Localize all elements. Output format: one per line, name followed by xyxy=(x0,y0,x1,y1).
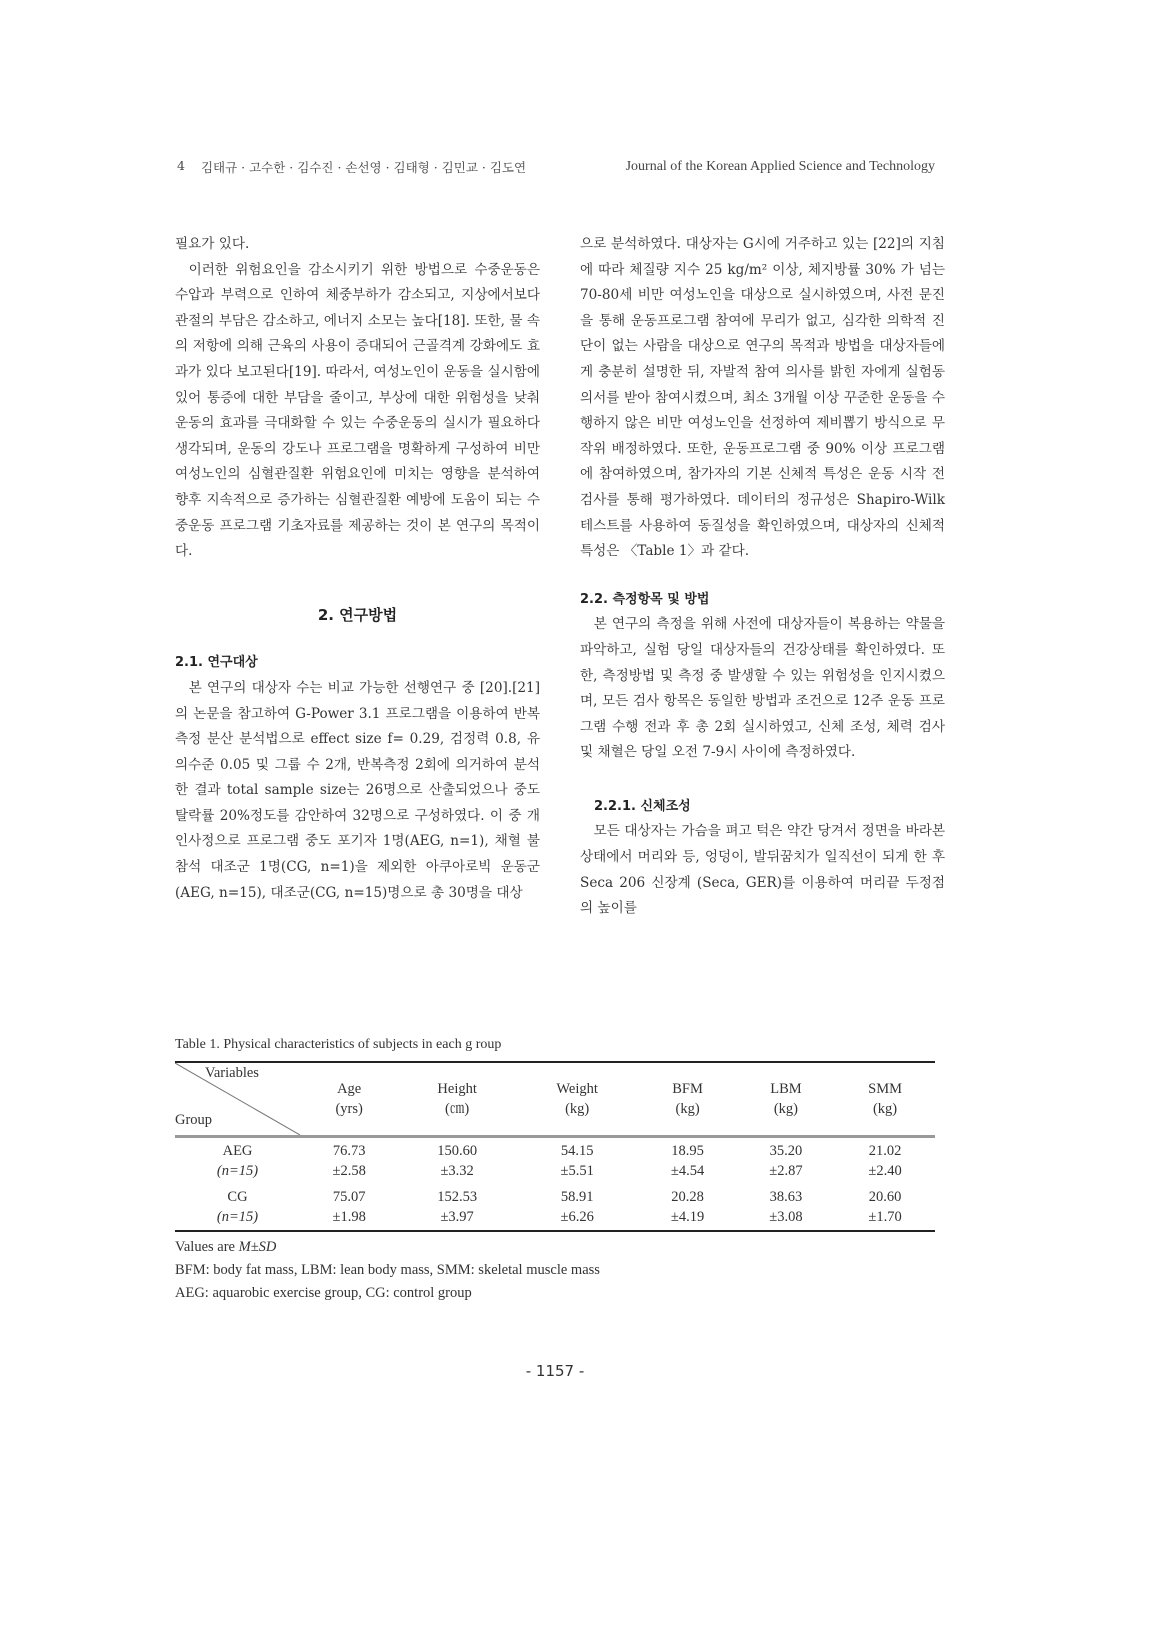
running-header xyxy=(177,158,935,176)
column-header-smm: SMM (kg) xyxy=(868,1081,902,1117)
corner-variables-label: Variables xyxy=(205,1065,259,1081)
section-title: 2. 연구방법 xyxy=(317,605,398,624)
data-cell: 76.73 ±2.58 xyxy=(332,1143,366,1179)
column-header-height: Height (㎝) xyxy=(437,1081,477,1117)
column-header-weight: Weight (kg) xyxy=(556,1081,598,1117)
data-cell: 152.53 ±3.97 xyxy=(437,1189,478,1225)
paragraph: 본 연구의 측정을 위해 사전에 대상자들이 복용하는 약물을 파악하고, 실험 당일 대상자들의 건강상태를 확인하였다. 또한, 측정방법 및 측정 중 발생할 수 있는 위험성을 인지시켰으며, 모든 검사 항목은 동일한 방법과 조건으로 12주 운동 프로그램 수행 전과 후 총 2회 실시하였고, 신체 조성, 체력 검사 및 채혈은 당일 오전 7-9시 사이에 측정하였다. xyxy=(580,616,945,761)
table-row-cg xyxy=(175,1184,935,1231)
column-header-bfm: BFM (kg) xyxy=(672,1081,703,1117)
table-notes xyxy=(175,1236,935,1305)
data-cell: 20.60 ±1.70 xyxy=(868,1189,902,1225)
data-cell: 54.15 ±5.51 xyxy=(560,1143,594,1179)
characteristics-table xyxy=(175,1061,935,1232)
subsection-title: 2.1. 연구대상 xyxy=(175,655,258,671)
header-authors: 김태규 · 고수한 · 김수진 · 손선영 · 김태형 · 김민교 · 김도연 xyxy=(200,160,527,175)
group-cell: CG (n=15) xyxy=(216,1189,259,1225)
data-cell: 58.91 ±6.26 xyxy=(560,1189,594,1225)
paragraph: 으로 분석하였다. 대상자는 G시에 거주하고 있는 [22]의 지침에 따라 체질량 지수 25 kg/m² 이상, 체지방률 30% 가 넘는 70-80세 비만 여성노인을 대상으로 실시하였으며, 사전 문진을 통해 운동프로그램 참여에 무리가 없고, 심각한 의학적 진단이 없는 사람을 대상으로 연구의 목적과 방법을 대상자들에게 충분히 설명한 뒤, 자발적 참여 의사를 밝힌 자에게 실험동의서를 받아 참여시켰으며, 최소 3개월 이상 꾸준한 운동을 수행하지 않은 비만 여성노인을 선정하여 제비뽑기 방식으로 무작위 배정하였다. 또한, 운동프로그램 중 90% 이상 프로그램에 참여하였으며, 참가자의 기본 신체적 특성은 운동 시작 전 검사를 통해 평가하였다. 데이터의 정규성은 Shapiro-Wilk 테스트를 사용하여 동질성을 확인하였으며, 대상자의 신체적 특성은 〈Table 1〉과 같다. xyxy=(580,236,945,560)
data-cell: 35.20 ±2.87 xyxy=(769,1143,803,1179)
paragraph: 필요가 있다. xyxy=(175,236,250,252)
column-header-lbm: LBM (kg) xyxy=(770,1081,802,1117)
group-cell: AEG (n=15) xyxy=(216,1143,259,1179)
note-abbrev-2: AEG: aquarobic exercise group, CG: control group xyxy=(175,1285,472,1301)
table-1 xyxy=(175,1037,935,1305)
table-row-aeg xyxy=(175,1138,935,1184)
note-abbrev-1: BFM: body fat mass, LBM: lean body mass, SMM: skeletal muscle mass xyxy=(175,1262,600,1278)
subsection-title: 2.2. 측정항목 및 방법 xyxy=(580,591,710,607)
data-cell: 18.95 ±4.54 xyxy=(670,1143,705,1179)
data-cell: 75.07 ±1.98 xyxy=(332,1189,366,1225)
header-page-number: 4 xyxy=(177,158,185,173)
left-column xyxy=(175,232,540,906)
paragraph: 이러한 위험요인을 감소시키기 위한 방법으로 수중운동은 수압과 부력으로 인하여 체중부하가 감소되고, 지상에서보다 관절의 부담은 감소하고, 에너지 소모는 높다[18]. 또한, 물 속의 저항에 의해 근육의 사용이 증대되어 근골격계 강화에도 효과가 있다 보고된다[19]. 따라서, 여성노인이 운동을 실시함에 있어 통증에 대한 부담을 줄이고, 부상에 대한 위험성을 낮춰 운동의 효과를 극대화할 수 있는 수중운동의 실시가 필요하다 생각되며, 운동의 강도나 프로그램을 명확하게 구성하여 비만 여성노인의 심혈관질환 위험요인에 미치는 영향을 분석하여 향후 지속적으로 증가하는 심혈관질환 예방에 도움이 되는 수중운동 프로그램 기초자료를 제공하는 것이 본 연구의 목적이다. xyxy=(175,261,540,560)
paragraph: 본 연구의 대상자 수는 비교 가능한 선행연구 중 [20].[21]의 논문을 참고하여 G-Power 3.1 프로그램을 이용하여 반복측정 분산 분석법으로 effect size f= 0.29, 검정력 0.8, 유의수준 0.05 및 그룹 수 2개, 반복측정 2회에 의거하여 분석한 결과 total sample size는 26명으로 산출되었으나 중도 탈락률 20%정도를 감안하여 32명으로 구성하였다. 이 중 개인사정으로 프로그램 중도 포기자 1명(AEG, n=1), 채혈 불참석 대조군 1명(CG, n=1)을 제외한 아쿠아로빅 운동군(AEG, n=15), 대조군(CG, n=15)명으로 총 30명을 대상 xyxy=(175,679,540,901)
note-values: Values are M±SD xyxy=(175,1239,277,1255)
data-cell: 20.28 ±4.19 xyxy=(670,1189,705,1225)
table-caption: Table 1. Physical characteristics of subjects in each g roup xyxy=(175,1037,502,1052)
right-column xyxy=(580,232,945,922)
subsubsection-title: 2.2.1. 신체조성 xyxy=(594,798,691,814)
corner-group-label: Group xyxy=(175,1112,213,1128)
page-number-footer: - 1157 - xyxy=(525,1362,585,1380)
header-journal-title: Journal of the Korean Applied Science and Technology xyxy=(625,159,935,174)
data-cell: 150.60 ±3.32 xyxy=(437,1143,478,1179)
corner-header-cell xyxy=(175,1062,300,1137)
paragraph: 모든 대상자는 가슴을 펴고 턱은 약간 당겨서 정면을 바라본 상태에서 머리와 등, 엉덩이, 발뒤꿈치가 일직선이 되게 한 후 Seca 206 신장계 (Seca, GER)를 이용하여 머리끝 두정점의 높이를 xyxy=(580,823,945,917)
data-cell: 21.02 ±2.40 xyxy=(868,1143,902,1179)
column-header-age: Age (yrs) xyxy=(335,1081,363,1117)
data-cell: 38.63 ±3.08 xyxy=(769,1189,803,1225)
